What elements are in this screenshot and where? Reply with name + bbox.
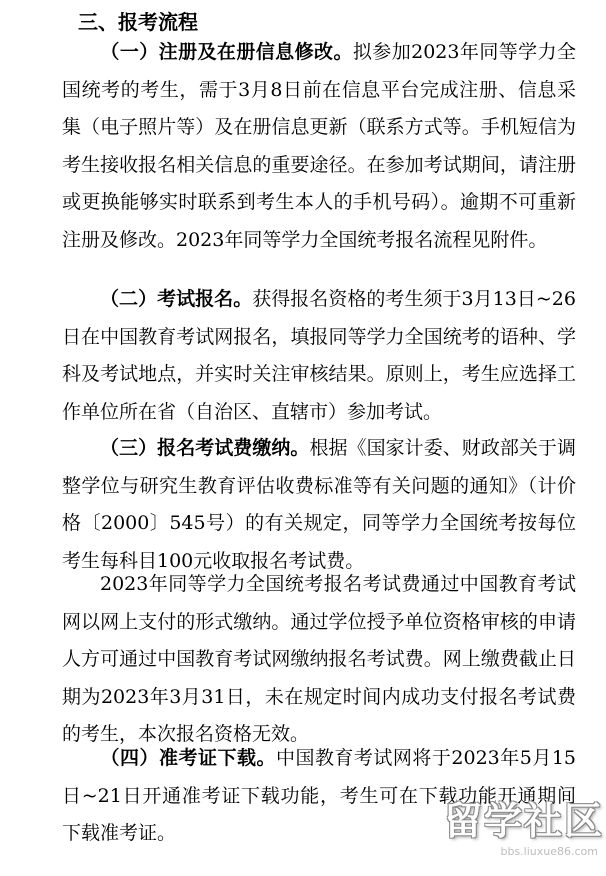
paragraph-text: 根据《国家计委、财政部关于调整学位与研究生教育评估收费标准等有关问题的通知》（计价格〔2000〕545号）的有关规定，同等学力全国统考按每位考生每科目100元收取报名考试费。 — [62, 437, 576, 572]
paragraph-lead: （二）考试报名。 — [100, 288, 253, 310]
paragraph-lead: （四）准考证下载。 — [100, 747, 276, 769]
watermark-logo-text: 留学社区 — [443, 799, 604, 843]
paragraph-text: 获得报名资格的考生须于3月13日~26日在中国教育考试网报名，填报同等学力全国统考的语种、学科及考试地点，并实时关注审核结果。原则上，考生应选择工作单位所在省（自治区、直辖市）参加考试。 — [62, 288, 576, 423]
paragraph-fee-payment — [62, 430, 576, 580]
paragraph-text: 2023年同等学力全国统考报名考试费通过中国教育考试网以网上支付的形式缴纳。通过学位授予单位资格审核的申请人方可通过中国教育考试网缴纳报名考试费。网上缴费截止日期为2023年3月31日，未在规定时间内成功支付报名考试费的考生，本次报名资格无效。 — [62, 573, 576, 745]
paragraph-lead: （三）报名考试费缴纳。 — [100, 437, 310, 459]
paragraph-online-payment — [62, 566, 576, 754]
paragraph-lead: （一）注册及在册信息修改。 — [100, 41, 353, 63]
paragraph-registration — [62, 34, 576, 259]
paragraph-exam-registration — [62, 281, 576, 431]
paragraph-text: 中国教育考试网将于2023年5月15日~21日开通准考证下载功能，考生可在下载功能开通期间下载准考证。 — [62, 747, 576, 844]
watermark-url: bbs.liuxue86.com — [500, 845, 598, 858]
site-watermark — [428, 798, 604, 868]
section-heading: 三、报考流程 — [78, 10, 198, 34]
paragraph-text: 拟参加2023年同等学力全国统考的考生，需于3月8日前在信息平台完成注册、信息采集（电子照片等）及在册信息更新（联系方式等。手机短信为考生接收报名相关信息的重要途径。在参加考试期间，请注册或更换能够实时联系到考生本人的手机号码）。逾期不可重新注册及修改。2023年同等学力全国统考报名流程见附件。 — [62, 41, 576, 251]
